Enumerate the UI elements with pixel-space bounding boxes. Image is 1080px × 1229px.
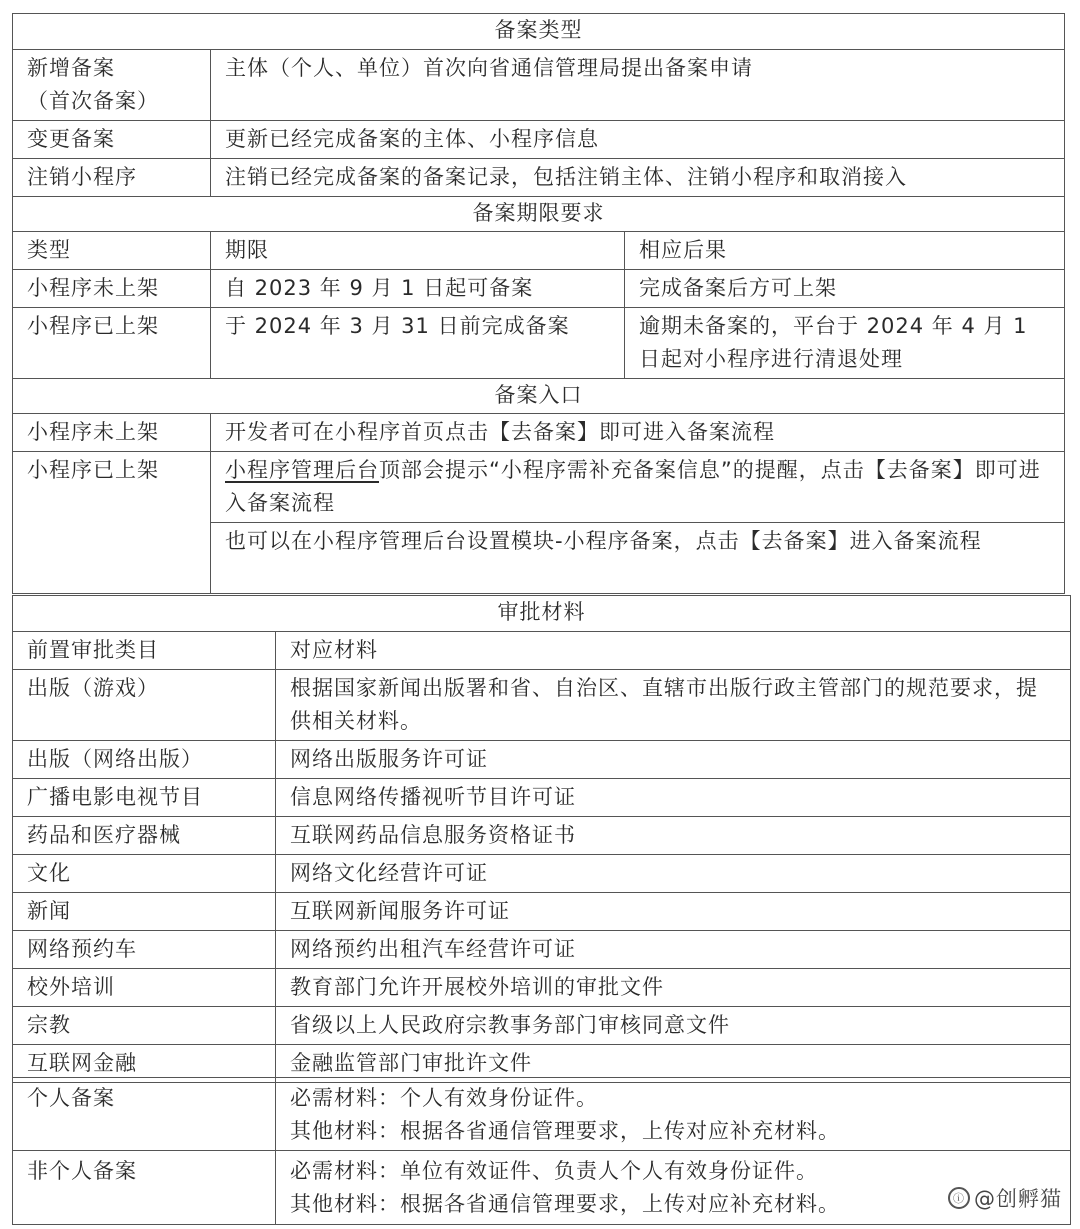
column-header: 前置审批类目 [13, 632, 276, 670]
approval-category: 文化 [13, 855, 276, 893]
section-title-filing-types: 备案类型 [13, 14, 1065, 50]
column-header: 类型 [13, 232, 211, 270]
entry-desc [211, 452, 1065, 523]
entry-desc: 也可以在小程序管理后台设置模块-小程序备案，点击【去备案】进入备案流程 [211, 523, 1065, 594]
approval-material: 信息网络传播视听节目许可证 [276, 779, 1071, 817]
approval-category: 校外培训 [13, 969, 276, 1007]
approval-category: 网络预约车 [13, 931, 276, 969]
deadline-consequence: 完成备案后方可上架 [625, 270, 1065, 308]
section-title-approval: 审批材料 [13, 596, 1071, 632]
approval-category: 出版（游戏） [13, 670, 276, 741]
filing-category: 个人备案 [13, 1078, 276, 1151]
filing-type-label: 注销小程序 [13, 159, 211, 197]
approval-material: 省级以上人民政府宗教事务部门审核同意文件 [276, 1007, 1071, 1045]
approval-material: 网络预约出租汽车经营许可证 [276, 931, 1071, 969]
column-header: 相应后果 [625, 232, 1065, 270]
approval-materials-table [12, 595, 1071, 1083]
filing-materials [276, 1078, 1071, 1151]
approval-category: 宗教 [13, 1007, 276, 1045]
entry-label: 小程序未上架 [13, 414, 211, 452]
watermark [948, 1183, 1062, 1213]
deadline-consequence: 逾期未备案的，平台于 2024 年 4 月 1 日起对小程序进行清退处理 [625, 308, 1065, 379]
filing-type-desc: 更新已经完成备案的主体、小程序信息 [211, 121, 1065, 159]
approval-category: 广播电影电视节目 [13, 779, 276, 817]
section-title-entry: 备案入口 [13, 379, 1065, 414]
filing-type-label: 变更备案 [13, 121, 211, 159]
column-header: 对应材料 [276, 632, 1071, 670]
approval-material: 根据国家新闻出版署和省、自治区、直辖市出版行政主管部门的规范要求，提供相关材料。 [276, 670, 1071, 741]
deadline-type: 小程序已上架 [13, 308, 211, 379]
filing-info-table [12, 13, 1065, 594]
required-materials: 必需材料：单位有效证件、负责人个人有效身份证件。 [290, 1159, 818, 1183]
filing-type-desc: 主体（个人、单位）首次向省通信管理局提出备案申请 [211, 50, 1065, 121]
admin-backend-link[interactable]: 小程序管理后台 [225, 458, 379, 482]
filing-type-label: 新增备案 （首次备案） [13, 50, 211, 121]
entry-label: 小程序已上架 [13, 452, 211, 594]
approval-material: 互联网药品信息服务资格证书 [276, 817, 1071, 855]
approval-category: 新闻 [13, 893, 276, 931]
deadline-type: 小程序未上架 [13, 270, 211, 308]
required-materials: 必需材料：个人有效身份证件。 [290, 1086, 598, 1110]
filing-materials-table [12, 1077, 1071, 1225]
approval-category: 互联网金融 [13, 1045, 276, 1083]
other-materials: 其他材料：根据各省通信管理要求，上传对应补充材料。 [290, 1192, 840, 1216]
entry-desc: 开发者可在小程序首页点击【去备案】即可进入备案流程 [211, 414, 1065, 452]
section-title-deadlines: 备案期限要求 [13, 197, 1065, 232]
other-materials: 其他材料：根据各省通信管理要求，上传对应补充材料。 [290, 1119, 840, 1143]
approval-material: 互联网新闻服务许可证 [276, 893, 1071, 931]
filing-category: 非个人备案 [13, 1151, 276, 1225]
deadline-period: 于 2024 年 3 月 31 日前完成备案 [211, 308, 625, 379]
watermark-text: @创孵猫 [974, 1187, 1062, 1211]
approval-material: 网络文化经营许可证 [276, 855, 1071, 893]
approval-category: 出版（网络出版） [13, 741, 276, 779]
approval-category: 药品和医疗器械 [13, 817, 276, 855]
watermark-logo-icon: ⓘ [948, 1187, 970, 1209]
column-header: 期限 [211, 232, 625, 270]
approval-material: 网络出版服务许可证 [276, 741, 1071, 779]
approval-material: 教育部门允许开展校外培训的审批文件 [276, 969, 1071, 1007]
approval-material: 金融监管部门审批许文件 [276, 1045, 1071, 1083]
deadline-period: 自 2023 年 9 月 1 日起可备案 [211, 270, 625, 308]
entry-desc-text: 顶部会提示“小程序需补充备案信息”的提醒，点击【去备案】即可进入备案流程 [225, 458, 1041, 515]
filing-type-desc: 注销已经完成备案的备案记录，包括注销主体、注销小程序和取消接入 [211, 159, 1065, 197]
